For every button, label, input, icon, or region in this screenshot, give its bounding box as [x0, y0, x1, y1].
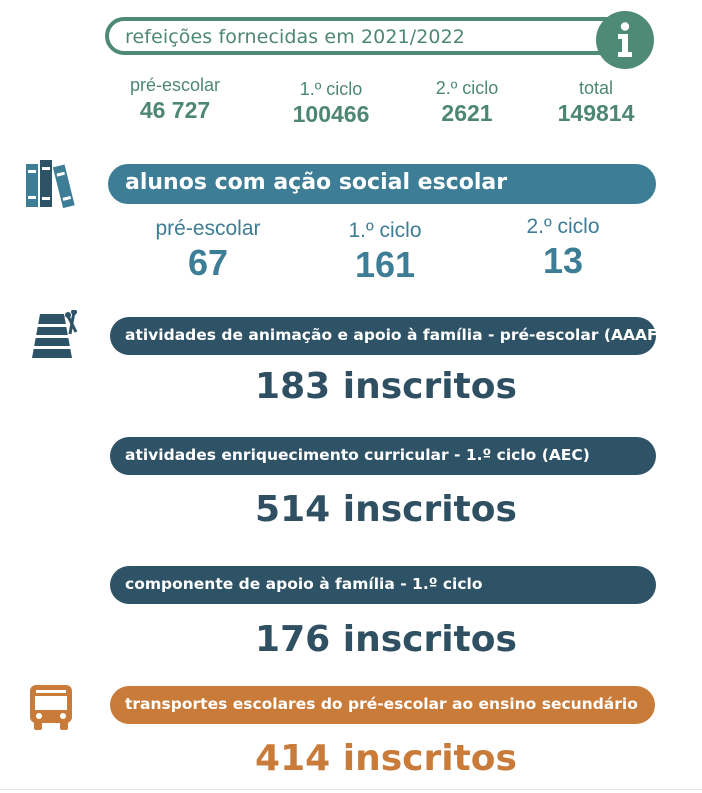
meals-stat-label: 1.º ciclo	[299, 79, 363, 99]
social-stat-label: pré-escolar	[155, 217, 261, 240]
aec-title: atividades enriquecimento curricular - 1.º ciclo (AEC)	[125, 446, 590, 464]
meals-title: refeições fornecidas em 2021/2022	[125, 26, 465, 48]
meals-stat-1-ciclo	[276, 79, 386, 127]
meals-stat-label: 2.º ciclo	[435, 78, 499, 98]
social-title: alunos com ação social escolar	[125, 170, 508, 195]
aaaf-title: atividades de animação e apoio à família - pré-escolar (AAAF)	[125, 326, 665, 344]
social-stat-value: 67	[187, 242, 229, 283]
social-stat-value: 13	[542, 240, 584, 281]
meals-stat-label: total	[578, 78, 614, 98]
transport-title: transportes escolares do pré-escolar ao ensino secundário	[125, 695, 638, 713]
divider	[0, 789, 702, 790]
meals-stat-2-ciclo	[412, 78, 522, 126]
meals-stat-value: 149814	[557, 100, 635, 126]
transport-count: 414 inscritos	[255, 738, 517, 779]
meals-stat-value: 46 727	[139, 97, 211, 123]
meals-stat-label: pré-escolar	[129, 75, 221, 95]
meals-stat-value: 2621	[441, 100, 493, 126]
aaaf-count: 183 inscritos	[255, 366, 517, 407]
aec-count: 514 inscritos	[255, 489, 517, 530]
social-stat-1-ciclo	[320, 220, 450, 284]
social-stat-value: 161	[354, 244, 416, 285]
meals-stat-pre-escolar	[120, 75, 230, 123]
social-stat-2-ciclo	[498, 216, 628, 280]
info-icon[interactable]	[596, 11, 654, 69]
caf-title: componente de apoio à família - 1.º ciclo	[125, 575, 483, 593]
books-icon	[26, 160, 78, 208]
social-stat-label: 2.º ciclo	[526, 215, 600, 238]
social-stat-label: 1.º ciclo	[348, 219, 422, 242]
social-stat-pre-escolar	[143, 218, 273, 282]
xylophone-icon	[30, 310, 80, 360]
bus-icon	[28, 683, 74, 731]
meals-stat-total	[541, 78, 651, 126]
meals-stat-value: 100466	[292, 101, 370, 127]
caf-count: 176 inscritos	[255, 619, 517, 660]
